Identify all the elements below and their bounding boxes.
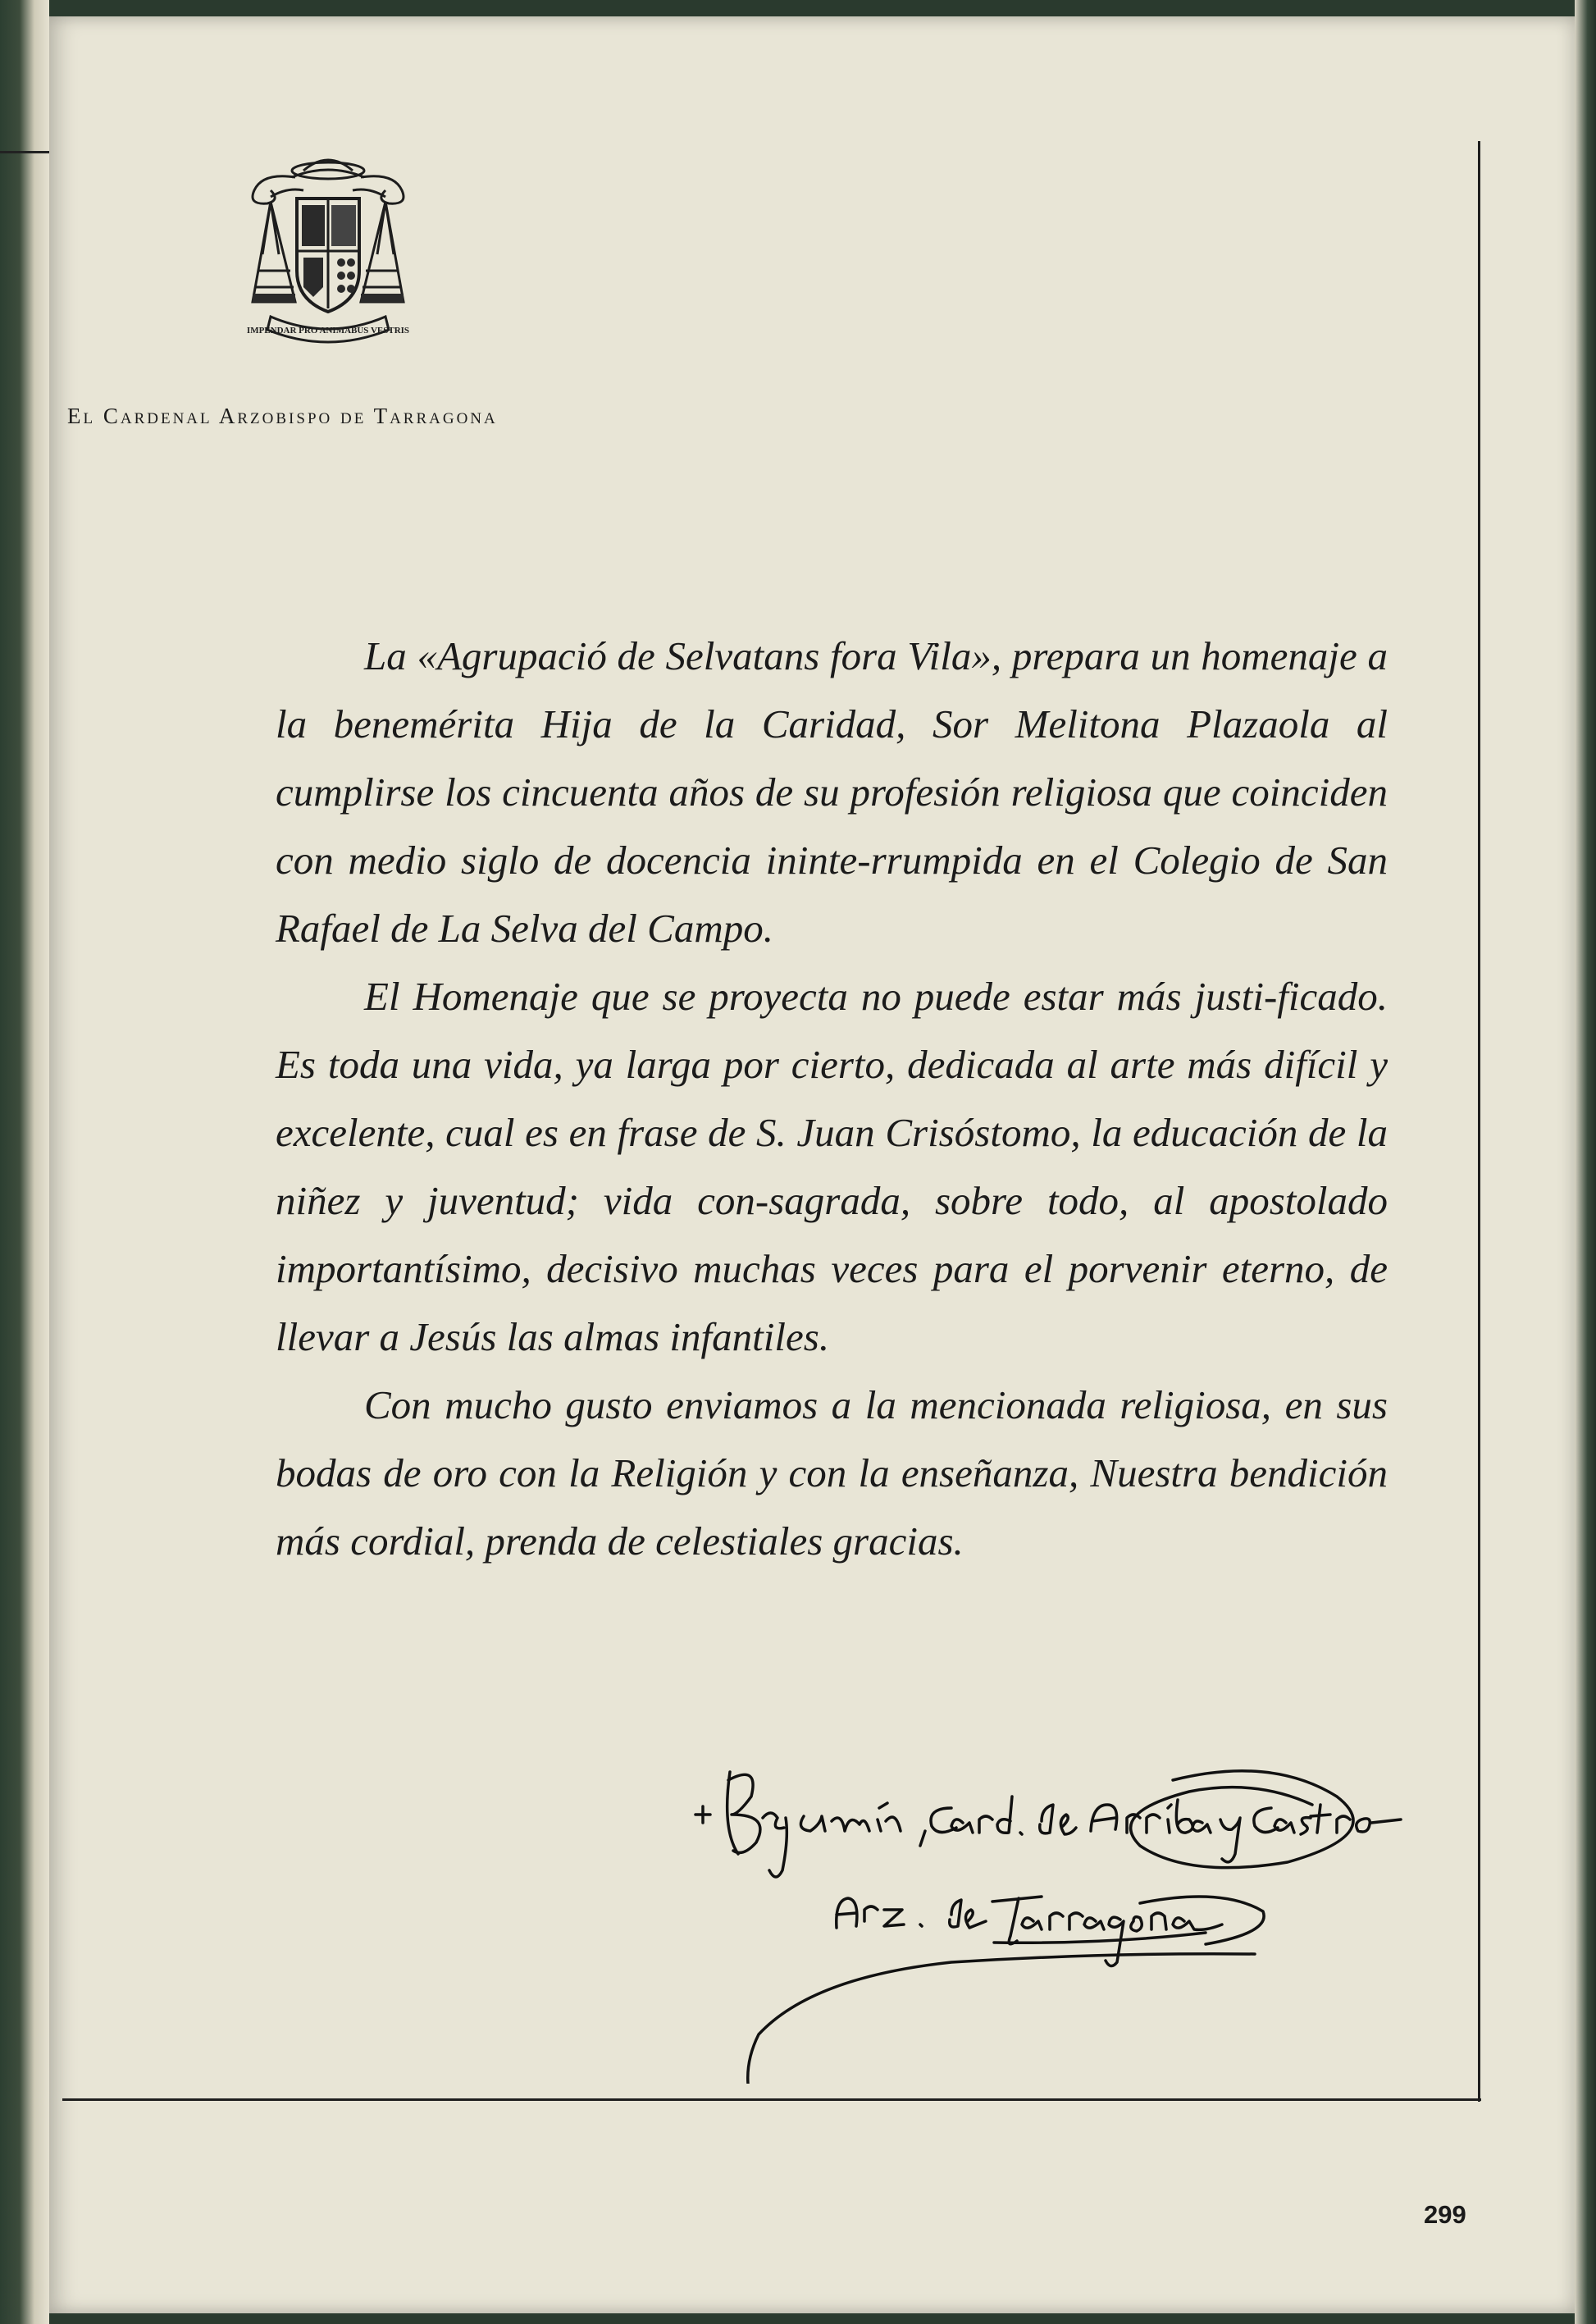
letter-body — [276, 622, 1388, 1575]
letter-paragraph: Con mucho gusto enviamos a la mencionada religiosa, en sus bodas de oro con la Religión y con la enseñanza, Nuestra bendición más cordial, prenda de celestiales gracias. — [276, 1382, 1388, 1564]
right-border-rule — [1478, 141, 1480, 2102]
letter-paragraph: El Homenaje que se proyecta no puede estar más justi-ficado. Es toda una vida, ya larga por cierto, dedicada al arte más difícil y excelente, cual es en frase de S. Juan Crisóstomo, la educación de la niñez y juventud; vida con-sagrada, sobre todo, al apostolado importantísimo, decisivo muchas veces para el porvenir eterno, de llevar a Jesús las almas infantiles. — [276, 974, 1388, 1359]
cardinal-coat-of-arms-icon — [238, 148, 418, 353]
handwritten-signature — [681, 1739, 1402, 2084]
left-edge-mark — [0, 151, 49, 153]
page-number: 299 — [1424, 2200, 1466, 2229]
page-title: El Cardenal Arzobispo de Tarragona — [67, 404, 498, 428]
letter-paragraph: La «Agrupació de Selvatans fora Vila», prepara un homenaje a la benemérita Hija de la Caridad, Sor Melitona Plazaola al cumplirse los cincuenta años de su profesión religiosa que coinciden con medio siglo de docencia ininte-rrumpida en el Colegio de San Rafael de La Selva del Campo. — [276, 633, 1388, 951]
left-page-edge — [0, 0, 49, 2324]
bottom-border-rule — [62, 2098, 1481, 2101]
svg-text:IMPENDAR PRO ANIMABUS VESTRIS: IMPENDAR PRO ANIMABUS VESTRIS — [246, 326, 410, 336]
right-page-edge — [1575, 0, 1596, 2324]
